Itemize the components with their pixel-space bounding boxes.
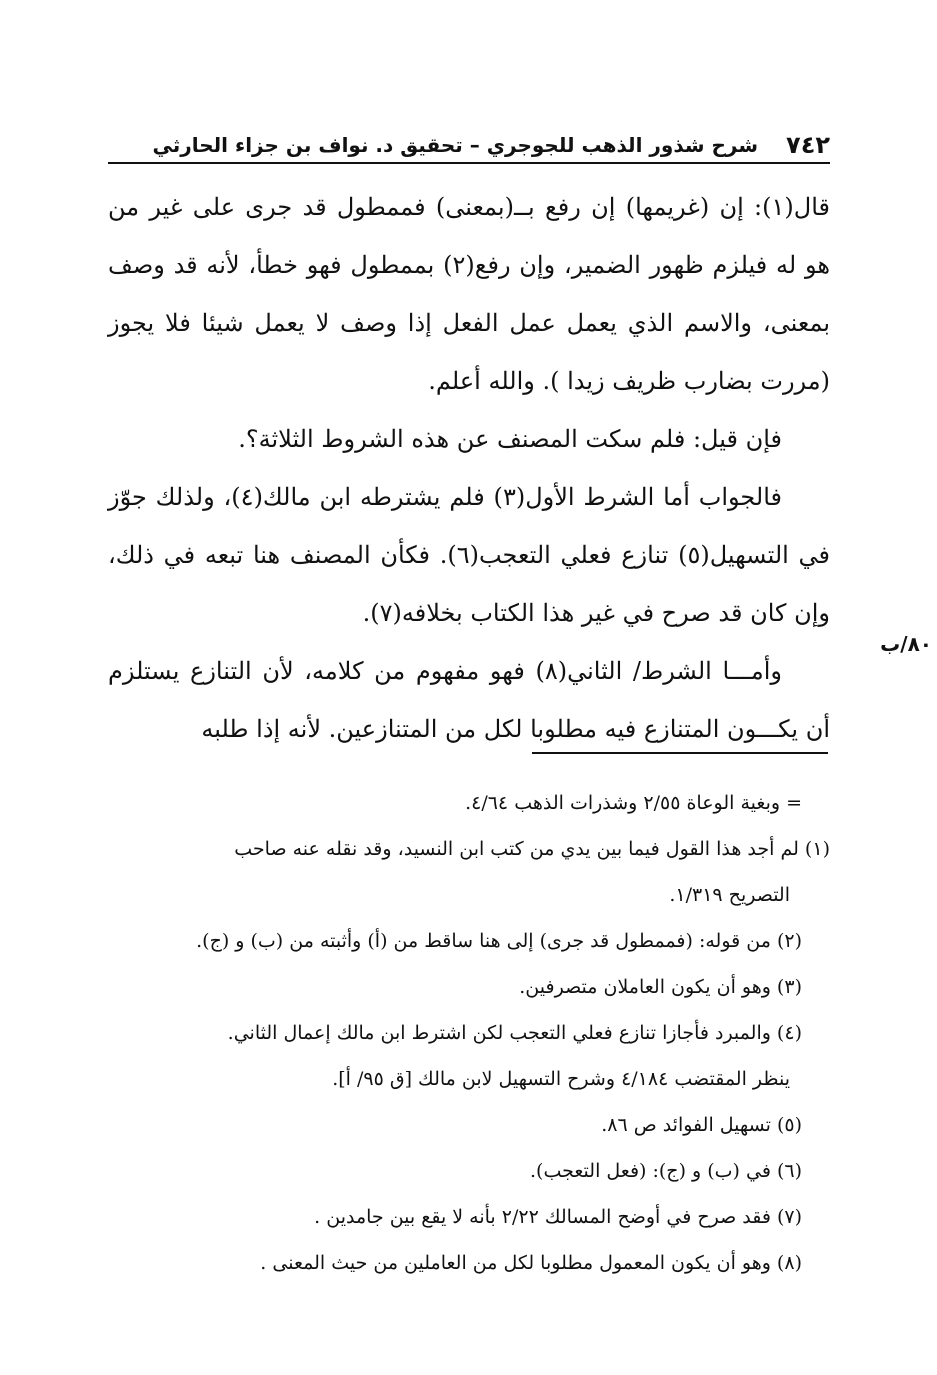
page-number: ٧٤٢ [786,131,830,159]
running-title: شرح شذور الذهب للجوجري – تحقيق د. نواف بن جزاء الحارثي [152,133,759,157]
footnote-2: (٢) من قوله: (فممطول قد جرى) إلى هنا ساقط من (أ) وأثبته من (ب) و (ج). [196,930,802,952]
footnote-continuation: = وبغية الوعاة ٢/٥٥ وشذرات الذهب ٤/٦٤. [465,792,802,814]
main-text [108,178,830,758]
footnotes [108,780,830,1286]
footnote-5: (٥) تسهيل الفوائد ص ٨٦. [601,1114,802,1136]
paragraph: وأمـــا الشرط/ الثاني(٨) فهو مفهوم من كلامه، لأن التنازع يستلزم أن يكـــون المتنازع فيه مطلوبا لكل من المتنازعين. لأنه إذا طلبه [108,657,830,743]
footnote-7: (٧) فقد صرح في أوضح المسالك ٢/٢٢ بأنه لا يقع بين جامدين . [314,1206,802,1228]
footnote-3: (٣) وهو أن يكون العاملان متصرفين. [519,976,802,998]
paragraph: قال(١): إن (غريمها) إن رفع بــ(بمعنى) فممطول قد جرى على غير من هو له فيلزم ظهور الضمير، وإن رفع(٢) بممطول فهو خطأ، لأنه قد وصف بمعنى، والاسم الذي يعمل عمل الفعل إذا وصف لا يعمل شيئا فلا يجوز (مررت بضارب ظريف زيدا ). والله أعلم. [108,193,830,395]
footnote-6: (٦) في (ب) و (ج): (فعل التعجب). [530,1160,802,1182]
footnote-4-continued: ينظر المقتضب ٤/١٨٤ وشرح التسهيل لابن مالك [ق ٩٥/ أ]. [332,1068,790,1090]
page-header [108,128,830,164]
footnote-1-continued: التصريح ١/٣١٩. [669,884,790,906]
footnote-8: (٨) وهو أن يكون المعمول مطلوبا لكل من العاملين من حيث المعنى . [260,1252,802,1274]
paragraph: فإن قيل: فلم سكت المصنف عن هذه الشروط الثلاثة؟. [238,425,782,453]
manuscript-folio-marker: ٨٠/ب [880,632,932,656]
footnote-1: (١) لم أجد هذا القول فيما بين يدي من كتب ابن النسيد، وقد نقله عنه صاحب [234,838,830,860]
footnote-4: (٤) والمبرد فأجازا تنازع فعلي التعجب لكن اشترط ابن مالك إعمال الثاني. [227,1022,802,1044]
footnote-separator [532,752,828,754]
paragraph: فالجواب أما الشرط الأول(٣) فلم يشترطه ابن مالك(٤)، ولذلك جوّز في التسهيل(٥) تنازع فعلي التعجب(٦). فكأن المصنف هنا تبعه في ذلك، وإن كان قد صرح في غير هذا الكتاب بخلافه(٧). [108,483,830,627]
